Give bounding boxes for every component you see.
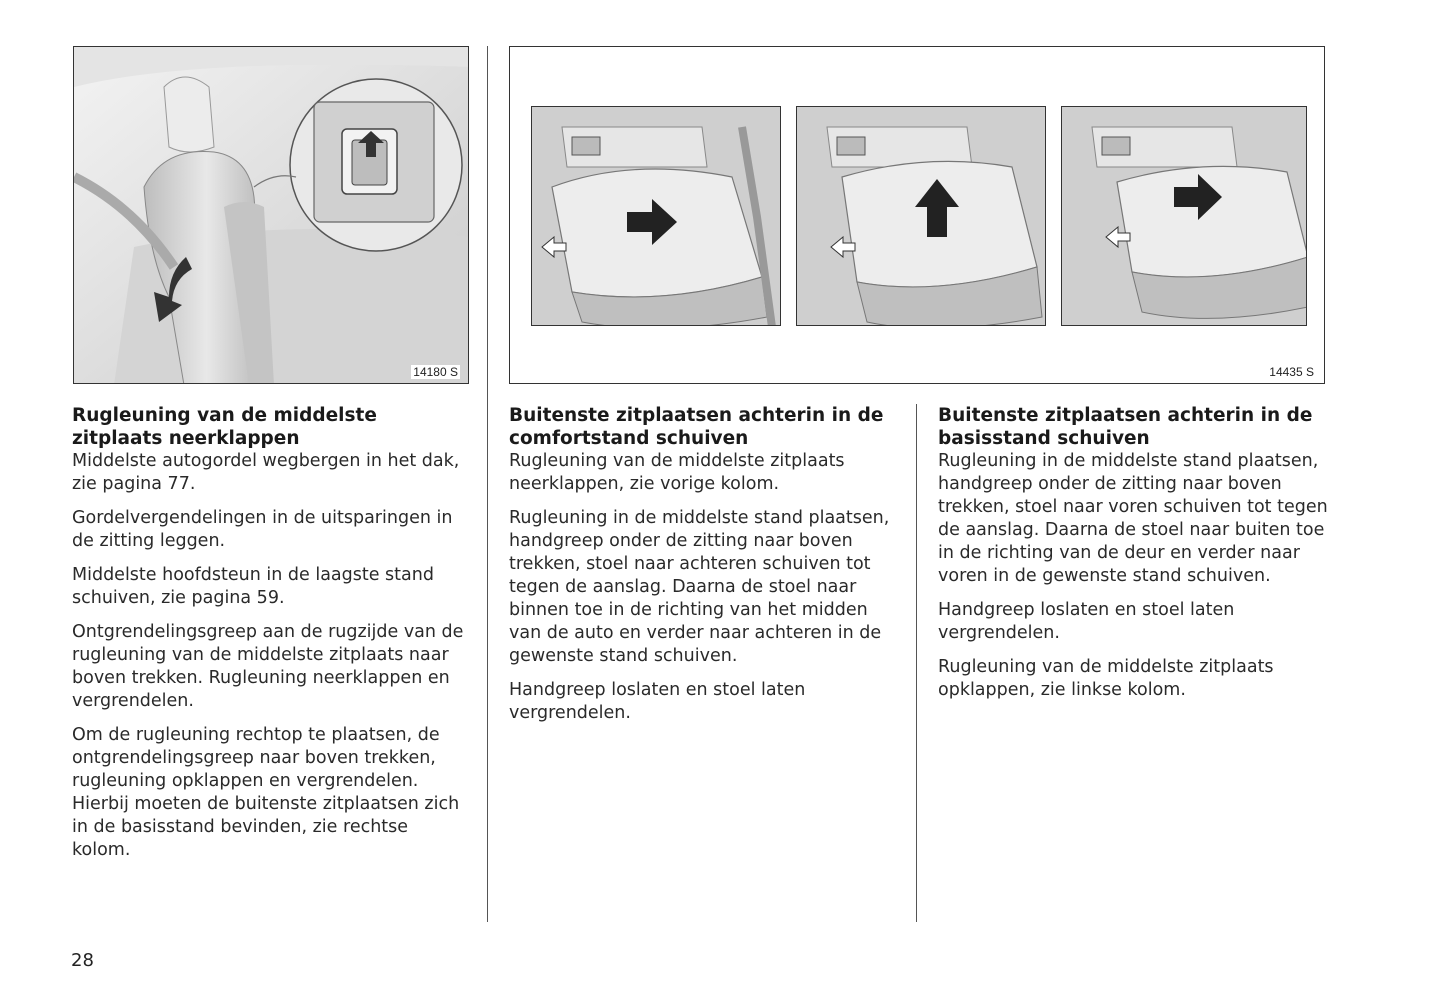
paragraph: Rugleuning in de middelste stand plaatsen, handgreep onder de zitting naar boven trekken, stoel naar achteren schuiven tot tegen de aanslag. Daarna de stoel naar binnen toe in de richting van het midden van de auto en verder naar achteren in de gewenste stand schuiven. — [509, 508, 890, 666]
paragraph: Handgreep loslaten en stoel laten vergrendelen. — [938, 600, 1235, 643]
seat-panel-3 — [1061, 106, 1307, 326]
seat-backrest-illustration — [74, 47, 469, 384]
section-heading: Rugleuning van de middelste zitplaats neerklappen — [72, 405, 377, 449]
paragraph: Rugleuning van de middelste zitplaats opklappen, zie linkse kolom. — [938, 657, 1274, 700]
paragraph: Ontgrendelingsgreep aan de rugzijde van de rugleuning van de middelste zitplaats naar boven trekken. Rugleuning neerklappen en vergrendelen. — [72, 622, 464, 711]
figure-seat-slide — [509, 46, 1325, 384]
column-divider-2 — [916, 404, 917, 922]
paragraph: Middelste hoofdsteun in de laagste stand schuiven, zie pagina 59. — [72, 565, 434, 608]
seat-backward-arrow-icon — [532, 107, 781, 326]
section-heading: Buitenste zitplaatsen achterin in de basisstand schuiven — [938, 405, 1313, 449]
paragraph: Gordelvergendelingen in de uitsparingen in de zitting leggen. — [72, 508, 453, 551]
paragraph: Rugleuning van de middelste zitplaats neerklappen, zie vorige kolom. — [509, 451, 845, 494]
column-left — [72, 404, 470, 873]
seat-panel-2 — [796, 106, 1046, 326]
seat-panel-1 — [531, 106, 781, 326]
paragraph: Handgreep loslaten en stoel laten vergrendelen. — [509, 680, 806, 723]
column-divider-1 — [487, 46, 488, 922]
column-middle — [509, 404, 899, 736]
column-right — [938, 404, 1328, 713]
seat-forward-arrow-icon — [1062, 107, 1307, 326]
paragraph: Middelste autogordel wegbergen in het dak, zie pagina 77. — [72, 451, 460, 494]
seat-up-arrow-icon — [797, 107, 1046, 326]
figure-code-right: 14435 S — [1269, 365, 1314, 379]
section-heading: Buitenste zitplaatsen achterin in de comfortstand schuiven — [509, 405, 884, 449]
paragraph: Rugleuning in de middelste stand plaatsen, handgreep onder de zitting naar boven trekken, stoel naar voren schuiven tot tegen de aanslag. Daarna de stoel naar buiten toe in de richting van de deur en verder naar voren in de gewenste stand schuiven. — [938, 451, 1328, 586]
paragraph: Om de rugleuning rechtop te plaatsen, de ontgrendelingsgreep naar boven trekken, rugleuning opklappen en vergrendelen. Hierbij moeten de buitenste zitplaatsen zich in de basisstand bevinden, zie rechtse kolom. — [72, 725, 460, 860]
figure-backrest-fold — [73, 46, 469, 384]
page-number: 28 — [71, 950, 94, 971]
figure-code-left: 14180 S — [413, 365, 458, 379]
